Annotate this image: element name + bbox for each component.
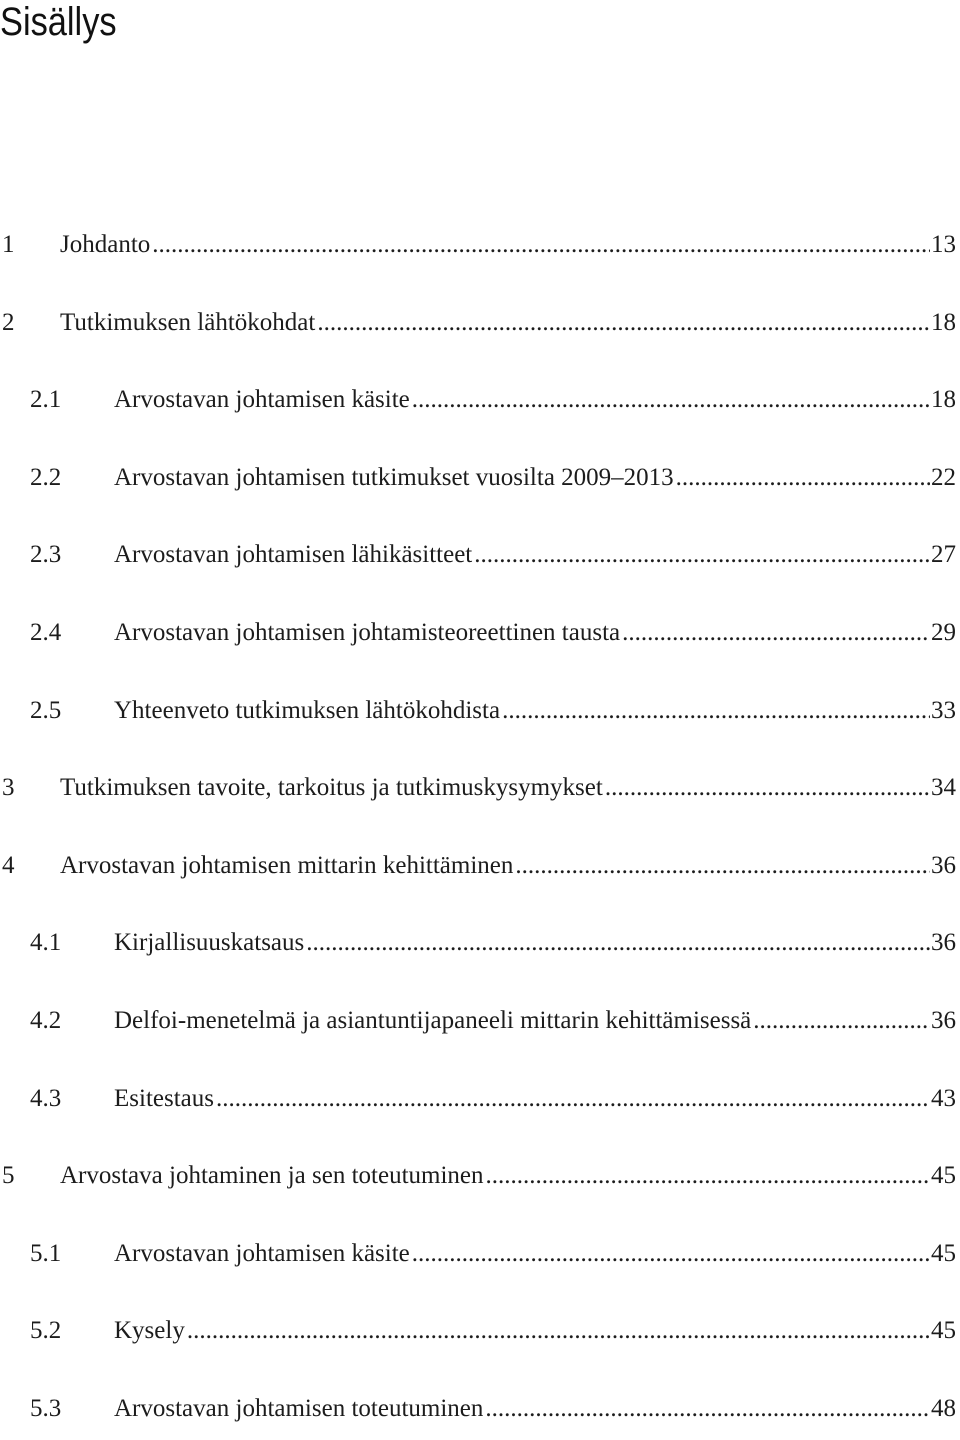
dot-leader — [317, 306, 930, 340]
toc-entry[interactable] — [0, 1392, 956, 1426]
toc-entry-label: Delfoi-menetelmä ja asiantuntijapaneeli mittarin kehittämisessä — [114, 1007, 752, 1034]
toc-entry-number: 4.3 — [30, 1085, 62, 1112]
toc-entry-label: Yhteenveto tutkimuksen lähtökohdista — [114, 697, 501, 724]
dot-leader — [622, 616, 930, 650]
toc-entry-page: 33 — [931, 697, 956, 724]
page-title: Sisällys — [0, 0, 117, 44]
toc-entry-label: Arvostavan johtamisen käsite — [114, 1240, 410, 1267]
toc-entry-label: Tutkimuksen tavoite, tarkoitus ja tutkimuskysymykset — [60, 774, 603, 801]
toc-entry-label: Johdanto — [60, 231, 151, 258]
toc-entry-page: 29 — [931, 619, 956, 646]
toc-entry[interactable] — [0, 1159, 956, 1193]
toc-entry-page: 36 — [931, 852, 956, 879]
toc-entry[interactable] — [0, 771, 956, 805]
toc-entry[interactable] — [0, 1004, 956, 1038]
toc-entry-page: 45 — [931, 1317, 956, 1344]
dot-leader — [502, 694, 930, 728]
dot-leader — [216, 1082, 930, 1116]
toc-entry[interactable] — [0, 1082, 956, 1116]
toc-entry-label: Kirjallisuuskatsaus — [114, 929, 305, 956]
toc-entry-number: 5.3 — [30, 1395, 62, 1422]
dot-leader — [187, 1314, 930, 1348]
dot-leader — [605, 771, 930, 805]
toc-entry-text — [114, 1237, 956, 1271]
toc-entry[interactable] — [0, 849, 956, 883]
toc-entry-page: 27 — [931, 541, 956, 568]
toc-entry-label: Arvostavan johtamisen mittarin kehittäminen — [60, 852, 514, 879]
toc-entry-text — [114, 461, 956, 495]
toc-entry-number: 2.4 — [30, 619, 62, 646]
toc-entry-number: 5.1 — [30, 1240, 62, 1267]
toc-entry-text — [114, 1004, 956, 1038]
toc-entry-number: 2.3 — [30, 541, 62, 568]
toc-entry-text — [114, 694, 956, 728]
dot-leader — [412, 383, 930, 417]
toc-entry-text — [60, 771, 956, 805]
toc-entry-number: 2.1 — [30, 386, 62, 413]
toc-entry-number: 4.1 — [30, 929, 62, 956]
toc-entry-text — [60, 228, 956, 262]
toc-entry-label: Arvostava johtaminen ja sen toteutuminen — [60, 1162, 484, 1189]
toc-entry-label: Arvostavan johtamisen toteutuminen — [114, 1395, 484, 1422]
toc-entry-label: Tutkimuksen lähtökohdat — [60, 309, 316, 336]
toc-entry-text — [114, 1314, 956, 1348]
toc-entry-number: 4 — [2, 852, 15, 879]
toc-entry-page: 48 — [931, 1395, 956, 1422]
toc-entry-number: 2.2 — [30, 464, 62, 491]
toc-entry-page: 18 — [931, 386, 956, 413]
toc-entry-text — [114, 616, 956, 650]
toc-entry[interactable] — [0, 383, 956, 417]
dot-leader — [306, 926, 930, 960]
dot-leader — [486, 1159, 930, 1193]
toc-entry-text — [114, 926, 956, 960]
toc-entry[interactable] — [0, 1237, 956, 1271]
toc-entry-text — [114, 1392, 956, 1426]
toc-entry[interactable] — [0, 228, 956, 262]
toc-entry-text — [60, 306, 956, 340]
toc-entry[interactable] — [0, 926, 956, 960]
dot-leader — [485, 1392, 930, 1426]
toc-entry-text — [114, 538, 956, 572]
dot-leader — [412, 1237, 930, 1271]
toc-entry-page: 45 — [931, 1162, 956, 1189]
toc-entry-number: 5 — [2, 1162, 15, 1189]
toc-entry-label: Kysely — [114, 1317, 185, 1344]
dot-leader — [753, 1004, 930, 1038]
toc-entry-page: 36 — [931, 929, 956, 956]
toc-entry-label: Esitestaus — [114, 1085, 214, 1112]
toc-entry-text — [114, 1082, 956, 1116]
toc-entry[interactable] — [0, 1314, 956, 1348]
toc-entry-text — [114, 383, 956, 417]
toc-entry-text — [60, 1159, 956, 1193]
dot-leader — [152, 228, 930, 262]
toc-entry-label: Arvostavan johtamisen lähikäsitteet — [114, 541, 473, 568]
toc-entry-page: 34 — [931, 774, 956, 801]
toc-entry-page: 22 — [931, 464, 956, 491]
toc-entry-label: Arvostavan johtamisen tutkimukset vuosilta 2009–2013 — [114, 464, 674, 491]
toc-entry-page: 43 — [931, 1085, 956, 1112]
toc-entry-number: 1 — [2, 231, 15, 258]
toc-entry-text — [60, 849, 956, 883]
toc-entry-page: 18 — [931, 309, 956, 336]
toc-entry-number: 4.2 — [30, 1007, 62, 1034]
toc-entry-label: Arvostavan johtamisen johtamisteoreettinen tausta — [114, 619, 621, 646]
toc-entry-page: 45 — [931, 1240, 956, 1267]
toc-entry[interactable] — [0, 306, 956, 340]
toc-entry-number: 3 — [2, 774, 15, 801]
toc-entry-number: 2 — [2, 309, 15, 336]
dot-leader — [474, 538, 930, 572]
toc-entry-number: 2.5 — [30, 697, 62, 724]
toc-entry-page: 36 — [931, 1007, 956, 1034]
toc-entry[interactable] — [0, 616, 956, 650]
dot-leader — [515, 849, 930, 883]
toc-entry[interactable] — [0, 538, 956, 572]
toc-entry[interactable] — [0, 461, 956, 495]
dot-leader — [676, 461, 930, 495]
toc-entry-number: 5.2 — [30, 1317, 62, 1344]
toc-entry-label: Arvostavan johtamisen käsite — [114, 386, 410, 413]
toc-entry-page: 13 — [931, 231, 956, 258]
toc-entry[interactable] — [0, 694, 956, 728]
